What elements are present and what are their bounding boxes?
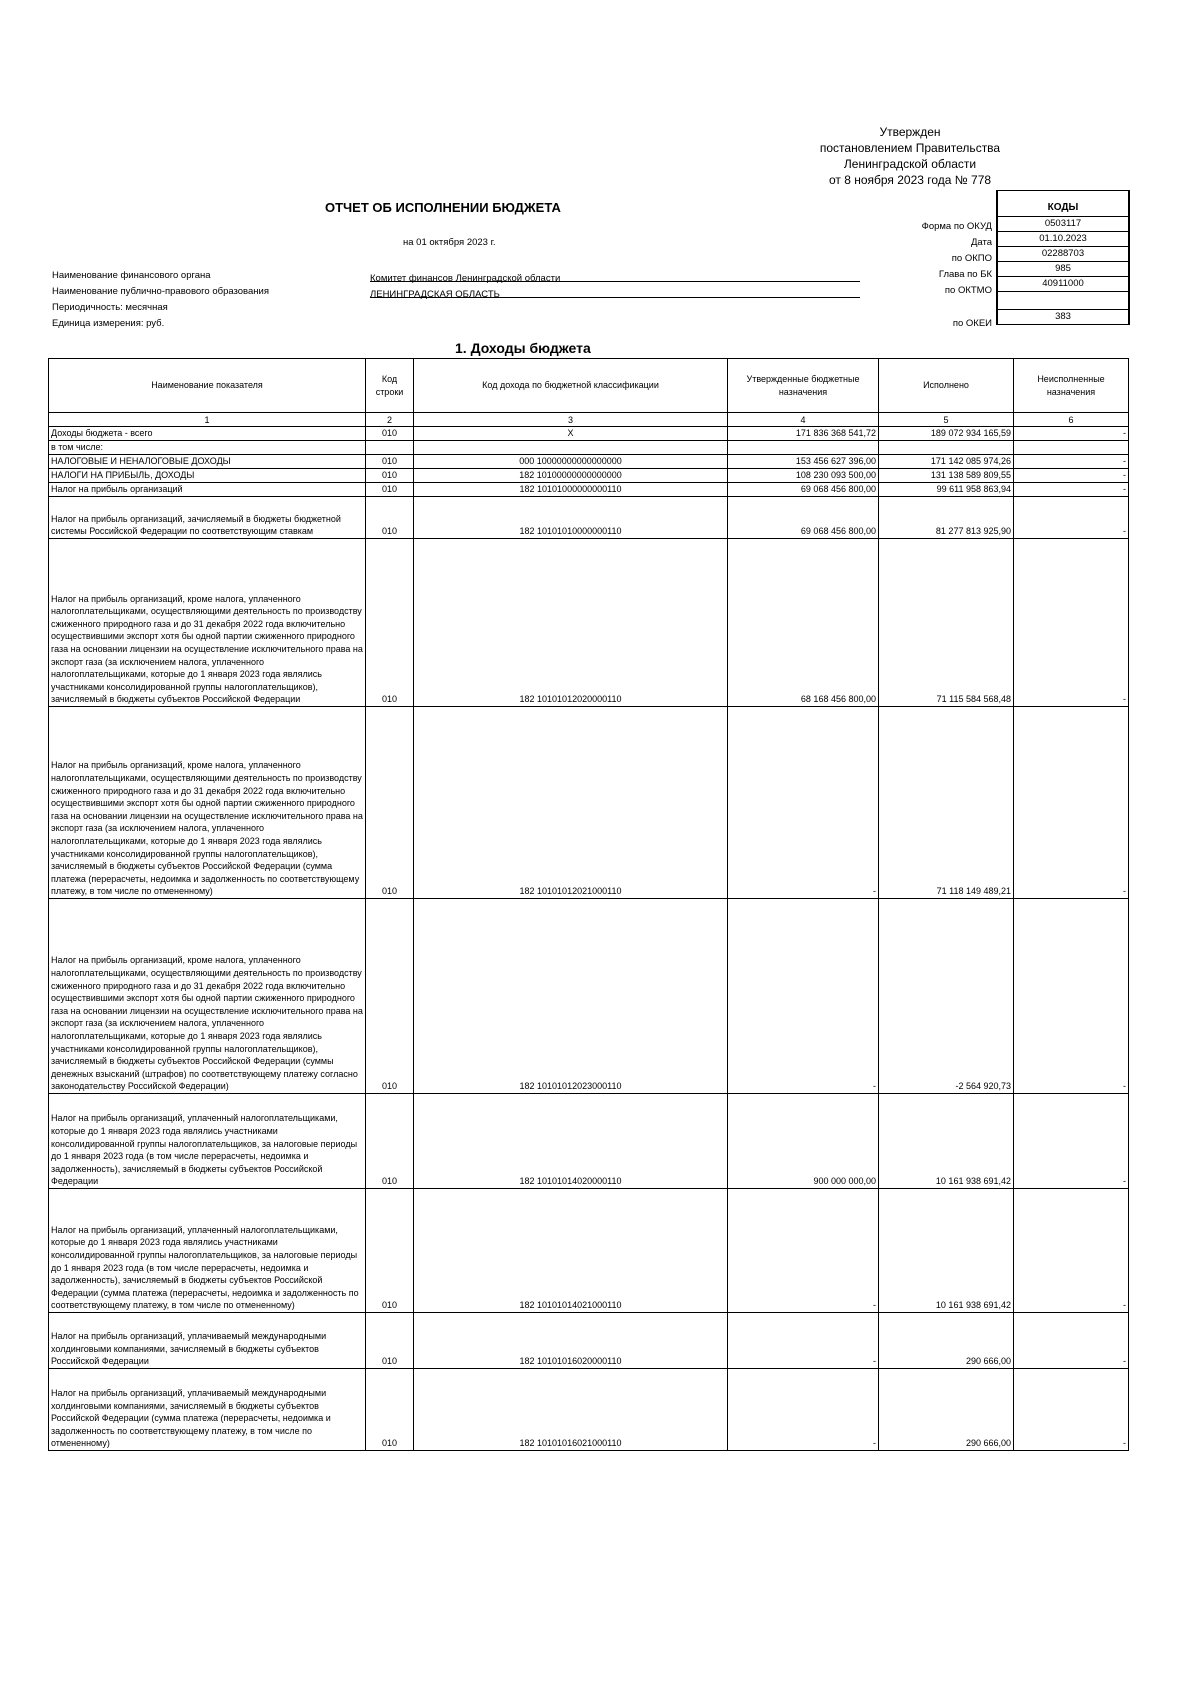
row-code: 010 <box>366 707 414 899</box>
row-code: 010 <box>366 539 414 707</box>
colnum: 3 <box>414 413 728 427</box>
row-kbk: X <box>414 427 728 441</box>
row-approved: 900 000 000,00 <box>728 1094 879 1189</box>
approval-stamp <box>800 124 1020 188</box>
document-title: ОТЧЕТ ОБ ИСПОЛНЕНИИ БЮДЖЕТА <box>325 200 561 215</box>
row-executed: 71 115 584 568,48 <box>879 539 1014 707</box>
row-code: 010 <box>366 899 414 1094</box>
row-kbk: 182 10101012023000110 <box>414 899 728 1094</box>
row-name: Налог на прибыль организаций, уплаченный налогоплательщиками, которые до 1 января 2023 года являлись участниками консолидированной группы налогоплательщиков, за налоговые периоды до 1 января 2023 года (в том числе перерасчеты, недоимка и задолженность), зачисляемый в бюджеты субъектов Российской Федерации (сумма платежа (перерасчеты, недоимка и задолженность по соответствующему платежу, в том числе по отмененному) <box>49 1189 366 1313</box>
table-row <box>49 469 1129 483</box>
row-executed: 71 118 149 489,21 <box>879 707 1014 899</box>
row-approved: - <box>728 899 879 1094</box>
fin-organ-field <box>370 268 860 282</box>
fin-organ-value: Комитет финансов Ленинградской области <box>370 273 561 284</box>
row-name: Налог на прибыль организаций, уплаченный налогоплательщиками, которые до 1 января 2023 года являлись участниками консолидированной группы налогоплательщиков, за налоговые периоды до 1 января 2023 года (в том числе перерасчеты, недоимка и задолженность), зачисляемый в бюджеты субъектов Российской Федерации <box>49 1094 366 1189</box>
row-kbk: 182 10101010000000110 <box>414 497 728 539</box>
row-name: НАЛОГИ НА ПРИБЫЛЬ, ДОХОДЫ <box>49 469 366 483</box>
row-unexecuted: - <box>1014 539 1129 707</box>
colnum: 1 <box>49 413 366 427</box>
header-approved: Утвержденные бюджетные назначения <box>728 359 879 413</box>
header-unexecuted: Неисполненные назначения <box>1014 359 1129 413</box>
code-label-okud: Форма по ОКУД <box>921 221 992 232</box>
row-kbk: 182 10101016020000110 <box>414 1313 728 1369</box>
codes-box <box>996 190 1130 325</box>
row-unexecuted <box>1014 441 1129 455</box>
code-oktmo: 40911000 <box>997 277 1129 292</box>
row-code: 010 <box>366 455 414 469</box>
row-approved <box>728 441 879 455</box>
row-executed: 171 142 085 974,26 <box>879 455 1014 469</box>
table-row <box>49 1189 1129 1313</box>
table-row <box>49 1369 1129 1451</box>
codes-header: КОДЫ <box>997 190 1129 217</box>
row-name: Налог на прибыль организаций, кроме налога, уплаченного налогоплательщиками, осуществляющими деятельность по производству сжиженного природного газа и до 31 декабря 2022 года включительно осуществившими экспорт хотя бы одной партии сжиженного природного газа на основании лицензии на осуществление исключительного права на экспорт газа (за исключением налога, уплаченного налогоплательщиками, которые до 1 января 2023 года являлись участниками консолидированной группы налогоплательщиков), зачисляемый в бюджеты субъектов Российской Федерации (сумма платежа (перерасчеты, недоимка и задолженность по соответствующему платежу, в том числе по отмененному) <box>49 707 366 899</box>
table-row <box>49 455 1129 469</box>
row-kbk: 182 10100000000000000 <box>414 469 728 483</box>
row-approved: 108 230 093 500,00 <box>728 469 879 483</box>
fin-organ-label: Наименование финансового органа <box>52 270 211 281</box>
colnum: 4 <box>728 413 879 427</box>
row-approved: 153 456 627 396,00 <box>728 455 879 469</box>
row-approved: 171 836 368 541,72 <box>728 427 879 441</box>
row-unexecuted: - <box>1014 899 1129 1094</box>
table-row <box>49 497 1129 539</box>
row-unexecuted: - <box>1014 1189 1129 1313</box>
row-executed: 131 138 589 809,55 <box>879 469 1014 483</box>
row-name: Налог на прибыль организаций, уплачиваемый международными холдинговыми компаниями, зачисляемый в бюджеты субъектов Российской Федерации <box>49 1313 366 1369</box>
row-code <box>366 441 414 455</box>
row-code: 010 <box>366 483 414 497</box>
row-code: 010 <box>366 1313 414 1369</box>
row-executed: 10 161 938 691,42 <box>879 1094 1014 1189</box>
row-code: 010 <box>366 497 414 539</box>
row-code: 010 <box>366 1189 414 1313</box>
period-label: Периодичность: месячная <box>52 302 168 313</box>
table-row <box>49 427 1129 441</box>
row-name: в том числе: <box>49 441 366 455</box>
unit-label: Единица измерения: руб. <box>52 318 165 329</box>
table-row <box>49 1094 1129 1189</box>
income-table <box>48 358 1129 1451</box>
row-kbk <box>414 441 728 455</box>
colnum: 6 <box>1014 413 1129 427</box>
row-kbk: 182 10101014021000110 <box>414 1189 728 1313</box>
row-kbk: 182 10101014020000110 <box>414 1094 728 1189</box>
entity-field <box>370 284 860 298</box>
table-row <box>49 441 1129 455</box>
code-label-oktmo: по ОКТМО <box>944 285 992 296</box>
table-row <box>49 1313 1129 1369</box>
entity-label: Наименование публично-правового образования <box>52 286 269 297</box>
row-kbk: 182 10101016021000110 <box>414 1369 728 1451</box>
table-row <box>49 707 1129 899</box>
row-executed: 99 611 958 863,94 <box>879 483 1014 497</box>
row-unexecuted: - <box>1014 483 1129 497</box>
row-executed: 81 277 813 925,90 <box>879 497 1014 539</box>
row-approved: - <box>728 1369 879 1451</box>
colnum: 5 <box>879 413 1014 427</box>
row-approved: - <box>728 707 879 899</box>
section-title: 1. Доходы бюджета <box>455 340 591 356</box>
code-okei: 383 <box>997 310 1129 325</box>
code-label-okpo: по ОКПО <box>951 253 992 264</box>
row-name: Доходы бюджета - всего <box>49 427 366 441</box>
code-label-okei: по ОКЕИ <box>952 318 992 329</box>
table-row <box>49 899 1129 1094</box>
row-approved: 68 168 456 800,00 <box>728 539 879 707</box>
row-kbk: 000 10000000000000000 <box>414 455 728 469</box>
row-unexecuted: - <box>1014 455 1129 469</box>
row-approved: - <box>728 1313 879 1369</box>
code-label-glava: Глава по БК <box>938 269 992 280</box>
approval-line: Утвержден <box>879 125 941 139</box>
code-date: 01.10.2023 <box>997 232 1129 247</box>
column-number-row <box>49 413 1129 427</box>
row-executed: 189 072 934 165,59 <box>879 427 1014 441</box>
colnum: 2 <box>366 413 414 427</box>
row-code: 010 <box>366 1094 414 1189</box>
table-row <box>49 483 1129 497</box>
row-name: НАЛОГОВЫЕ И НЕНАЛОГОВЫЕ ДОХОДЫ <box>49 455 366 469</box>
row-unexecuted: - <box>1014 707 1129 899</box>
row-name: Налог на прибыль организаций, кроме налога, уплаченного налогоплательщиками, осуществляющими деятельность по производству сжиженного природного газа и до 31 декабря 2022 года включительно осуществившими экспорт хотя бы одной партии сжиженного природного газа на основании лицензии на осуществление исключительного права на экспорт газа (за исключением налога, уплаченного налогоплательщиками, которые до 1 января 2023 года являлись участниками консолидированной группы налогоплательщиков), зачисляемый в бюджеты субъектов Российской Федерации (суммы денежных взысканий (штрафов) по соответствующему платежу согласно законодательству Российской Федерации) <box>49 899 366 1094</box>
row-name: Налог на прибыль организаций, зачисляемый в бюджеты бюджетной системы Российской Федерации по соответствующим ставкам <box>49 497 366 539</box>
row-executed <box>879 441 1014 455</box>
report-date: на 01 октября 2023 г. <box>403 237 496 248</box>
row-executed: -2 564 920,73 <box>879 899 1014 1094</box>
row-kbk: 182 10101000000000110 <box>414 483 728 497</box>
row-executed: 290 666,00 <box>879 1313 1014 1369</box>
row-unexecuted: - <box>1014 427 1129 441</box>
header-executed: Исполнено <box>879 359 1014 413</box>
row-name: Налог на прибыль организаций, кроме налога, уплаченного налогоплательщиками, осуществляющими деятельность по производству сжиженного природного газа и до 31 декабря 2022 года включительно осуществившими экспорт хотя бы одной партии сжиженного природного газа на основании лицензии на осуществление исключительного права на экспорт газа (за исключением налога, уплаченного налогоплательщиками, которые до 1 января 2023 года являлись участниками консолидированной группы налогоплательщиков), зачисляемый в бюджеты субъектов Российской Федерации <box>49 539 366 707</box>
row-approved: 69 068 456 800,00 <box>728 497 879 539</box>
row-name: Налог на прибыль организаций, уплачиваемый международными холдинговыми компаниями, зачисляемый в бюджеты субъектов Российской Федерации (сумма платежа (перерасчеты, недоимка и задолженность по соответствующему платежу, в том числе по отмененному) <box>49 1369 366 1451</box>
entity-value: ЛЕНИНГРАДСКАЯ ОБЛАСТЬ <box>370 289 500 300</box>
row-code: 010 <box>366 1369 414 1451</box>
row-unexecuted: - <box>1014 1094 1129 1189</box>
row-kbk: 182 10101012021000110 <box>414 707 728 899</box>
row-approved: 69 068 456 800,00 <box>728 483 879 497</box>
row-executed: 10 161 938 691,42 <box>879 1189 1014 1313</box>
code-okud: 0503117 <box>997 217 1129 232</box>
row-name: Налог на прибыль организаций <box>49 483 366 497</box>
code-empty <box>997 292 1129 310</box>
row-code: 010 <box>366 427 414 441</box>
row-unexecuted: - <box>1014 1369 1129 1451</box>
row-unexecuted: - <box>1014 469 1129 483</box>
header-code: Код строки <box>366 359 414 413</box>
approval-line: от 8 ноября 2023 года № 778 <box>828 173 992 187</box>
row-executed: 290 666,00 <box>879 1369 1014 1451</box>
approval-line: Ленинградской области <box>843 157 977 171</box>
code-glava: 985 <box>997 262 1129 277</box>
row-unexecuted: - <box>1014 1313 1129 1369</box>
row-kbk: 182 10101012020000110 <box>414 539 728 707</box>
header-kbk: Код дохода по бюджетной классификации <box>414 359 728 413</box>
row-unexecuted: - <box>1014 497 1129 539</box>
approval-line: постановлением Правительства <box>819 141 1001 155</box>
code-okpo: 02288703 <box>997 247 1129 262</box>
table-row <box>49 539 1129 707</box>
code-label-date: Дата <box>970 237 992 248</box>
table-header-row <box>49 359 1129 413</box>
row-approved: - <box>728 1189 879 1313</box>
row-code: 010 <box>366 469 414 483</box>
header-name: Наименование показателя <box>49 359 366 413</box>
